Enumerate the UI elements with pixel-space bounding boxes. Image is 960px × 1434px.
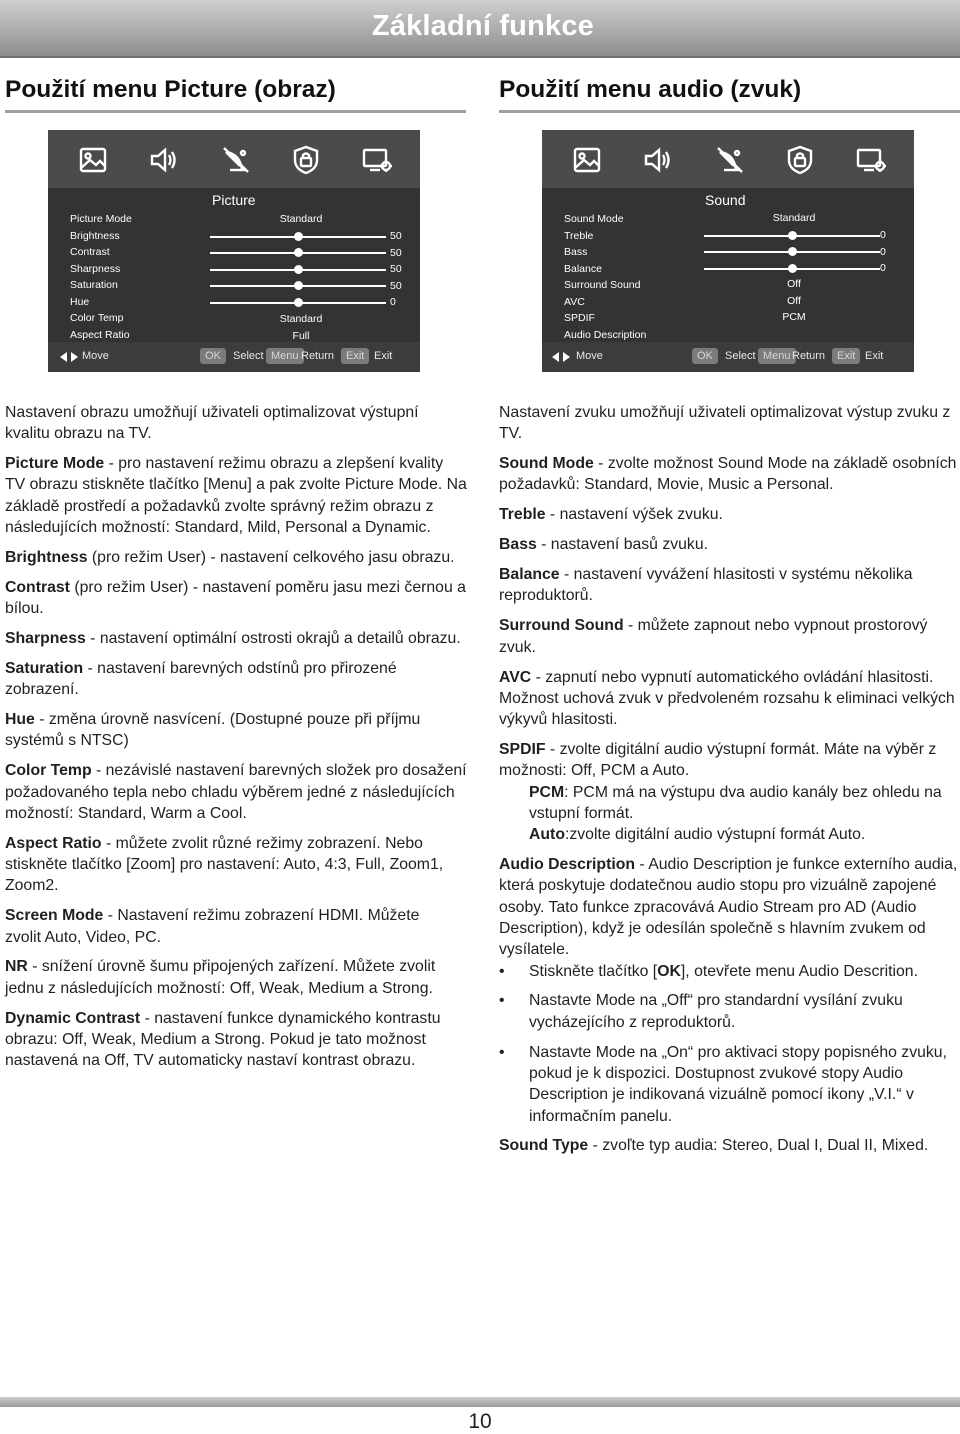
left-title-rule [5,110,466,113]
picture-icon [77,144,109,176]
hue-slider[interactable] [210,302,386,304]
slider-knob[interactable] [294,281,303,290]
slider-value: 0 [880,262,886,274]
paragraph: Saturation - nastavení barevných odstínů pro přirozené zobrazení. [5,659,397,699]
menu-item[interactable]: AVC [564,295,585,308]
slider-values [880,227,886,277]
paragraph: AVC - zapnutí nebo vypnutí automatického ovládání hlasitosti. Možnost uchová zvuk v předvoleném rozsahu k eliminaci velkých výkyvů hlasitosti. [499,668,955,729]
picture-menu-body [48,188,420,342]
menu-item[interactable]: SPDIF [564,312,595,324]
picture-menu-footer [48,342,420,372]
menu-item[interactable]: Balance [564,262,602,275]
page-header-title: Základní funkce [371,10,594,42]
menu-value: Off [787,278,801,290]
menu-item[interactable]: Color Temp [70,312,124,324]
treble-slider[interactable] [704,235,880,237]
footer-select-label: Select [233,350,264,362]
sound-menu-screenshot [542,130,914,372]
channel-icon [220,144,252,176]
paragraph: SPDIF - zvolte digitální audio výstupní formát. Máte na výběr z možnosti: Off, PCM a Auto. [499,741,937,780]
footer-return-label: Return [792,350,826,362]
paragraph: Audio Description - Audio Description je funkce externího audia, která poskytuje dodatečnou audio stopu pro vizuálně zapojené osoby. Tato funkce zpracovává Audio Stream pro AD (Audio Description), když je odesílán společně s hlavním zvukem od vysílatele. [499,856,958,959]
sound-menu-items [564,211,646,343]
paragraph: Surround Sound - můžete zapnout nebo vypnout prostorový zvuk. [499,617,928,656]
menu-key[interactable]: Menu [266,348,304,364]
footer-exit-label: Exit [374,350,393,362]
slider-knob[interactable] [294,248,303,257]
menu-icon-bar [542,130,914,188]
paragraph: Sharpness - nastavení optimální ostrosti okrajů a detailů obrazu. [5,630,461,648]
page-number: 10 [468,1410,492,1433]
menu-value: Full [292,330,310,342]
slider-value: 0 [880,245,886,258]
sound-icon [642,144,674,176]
sound-menu-footer [542,342,914,372]
picture-description [5,402,467,1080]
paragraph: Dynamic Contrast - nastavení funkce dynamického kontrastu obrazu: Off, Weak, Medium a Strong. Pokud je tato možnost nastavená na Off, TV automaticky nastaví kontrast obrazu. [5,1009,441,1070]
menu-value: Standard [279,213,323,225]
paragraph: PCM: PCM má na výstupu dva audio kanály bez ohledu na vstupní formát. [529,783,942,822]
footer-return-label: Return [301,350,335,362]
menu-value: PCM [782,311,806,323]
menu-icon-bar [48,130,420,188]
slider-knob[interactable] [788,231,797,240]
slider-value: 50 [390,246,402,259]
menu-value: Standard [772,212,816,224]
paragraph: Balance - nastavení vyvážení hlasitosti v systému několika reproduktorů. [499,566,913,605]
bullet-item: • Nastavte Mode na „On“ pro aktivaci stopy popisného zvuku, pokud je k dispozici. Dostupnost zvukové stopy Audio Description je indikovaná vizuálně pomocí ikony „V.I.“ v informačním panelu. [499,1042,960,1127]
paragraph: Sound Mode - zvolte možnost Sound Mode na základě osobních požadavků: Standard, Movie, Music a Personal. [499,455,957,494]
sound-description [499,402,960,1165]
paragraph: Nastavení obrazu umožňují uživateli optimalizovat výstupní kvalitu obrazu na TV. [5,404,419,443]
exit-key[interactable]: Exit [341,348,369,364]
footer-move-label: Move [576,350,603,362]
paragraph: NR - snížení úrovně šumu připojených zařízení. Můžete zvolit jednu z následujících možností: Off, Weak, Medium a Strong. [5,958,436,997]
paragraph: Auto:zvolte digitální audio výstupní formát Auto. [529,826,866,844]
paragraph: Nastavení zvuku umožňují uživateli optimalizovat výstup zvuku z TV. [499,404,951,443]
sound-menu-body [542,188,914,342]
menu-item[interactable]: Treble [564,229,594,242]
paragraph: Sound Type - zvoľte typ audia: Stereo, Dual I, Dual II, Mixed. [499,1137,929,1155]
paragraph: Contrast (pro režim User) - nastavení poměru jasu mezi černou a bílou. [5,578,466,618]
sharpness-slider[interactable] [210,269,386,271]
menu-item[interactable]: Aspect Ratio [70,328,130,341]
slider-value: 50 [390,263,402,275]
bullet-item: • Stiskněte tlačítko [OK], otevřete menu Audio Descrition. [499,961,960,982]
bass-slider[interactable] [704,251,880,253]
paragraph: Hue - změna úrovně nasvícení. (Dostupné pouze při příjmu systémů s NTSC) [5,711,421,750]
paragraph: Picture Mode - pro nastavení režimu obrazu a zlepšení kvality TV obrazu stiskněte tlačítko [Menu] a pak zvolte Picture Mode. Na základě prostředí a požadavků zvolte správný režim obrazu z následujících možností: Standard, Mild, Personal a Dynamic. [5,455,467,537]
paragraph: Aspect Ratio - můžete zvolit různé režimy zobrazení. Nebo stiskněte tlačítko [Zoom] pro nastavení: Auto, 4:3, Full, Zoom1, Zoom2. [5,834,444,895]
balance-slider[interactable] [704,268,880,270]
menu-item[interactable]: Bass [564,246,588,258]
sound-icon [148,144,180,176]
menu-item[interactable]: Sharpness [70,262,121,275]
bullet-item: • Nastavte Mode na „Off“ pro standardní vysílání zvuku vycházejícího z reproduktorů. [499,990,960,1033]
menu-title: Sound [705,192,746,208]
footer-move-label: Move [82,350,109,362]
left-section-title: Použití menu Picture (obraz) [5,76,336,103]
paragraph: Bass - nastavení basů zvuku. [499,536,708,554]
paragraph: Brightness (pro režim User) - nastavení celkového jasu obrazu. [5,548,455,566]
slider-knob[interactable] [294,265,303,274]
setup-icon [855,144,887,176]
right-section-title: Použití menu audio (zvuk) [499,76,802,103]
slider-values [390,228,402,311]
header-divider [0,56,960,58]
menu-item[interactable]: Brightness [70,229,120,242]
menu-item[interactable]: Surround Sound [564,279,641,291]
channel-icon [714,144,746,176]
menu-item[interactable]: Sound Mode [564,213,624,225]
left-right-arrows-icon [552,352,570,365]
picture-menu-screenshot [48,130,420,372]
slider-knob[interactable] [788,247,797,256]
slider-value: 0 [390,296,396,308]
menu-item[interactable]: Audio Description [564,328,647,341]
paragraph: Treble - nastavení výšek zvuku. [499,506,723,524]
contrast-slider[interactable] [210,252,386,254]
saturation-slider[interactable] [210,285,386,287]
menu-value: Off [787,295,801,307]
paragraph: Color Temp - nezávislé nastavení barevných složek pro dosažení požadovaného tepla nebo chladu výběrem jedné z následujících možností: Standard, Warm a Cool. [5,762,467,822]
setup-icon [361,144,393,176]
menu-title: Picture [212,192,256,208]
slider-knob[interactable] [294,298,303,307]
menu-item[interactable]: Picture Mode [70,213,132,225]
footer-bar [0,1397,960,1407]
left-right-arrows-icon [60,352,78,365]
footer-select-label: Select [725,350,756,362]
slider-knob[interactable] [788,264,797,273]
picture-icon [571,144,603,176]
exit-key[interactable]: Exit [832,348,860,364]
picture-menu-items [70,211,132,343]
ok-key[interactable]: OK [692,348,718,364]
lock-icon [784,144,816,176]
menu-key[interactable]: Menu [758,348,796,364]
slider-value: 50 [390,230,402,242]
menu-value: Standard [279,313,323,325]
slider-value: 0 [880,229,886,241]
paragraph: Screen Mode - Nastavení režimu zobrazení HDMI. Můžete zvolit Auto, Video, PC. [5,907,420,946]
lock-icon [290,144,322,176]
right-title-rule [499,110,960,113]
slider-knob[interactable] [294,232,303,241]
menu-item[interactable]: Hue [70,295,90,308]
menu-item[interactable]: Saturation [70,279,118,291]
ok-key[interactable]: OK [200,348,226,364]
footer-exit-label: Exit [865,350,884,362]
brightness-slider[interactable] [210,236,386,238]
slider-value: 50 [390,279,402,292]
header-banner [0,0,960,56]
menu-item[interactable]: Contrast [70,246,110,258]
